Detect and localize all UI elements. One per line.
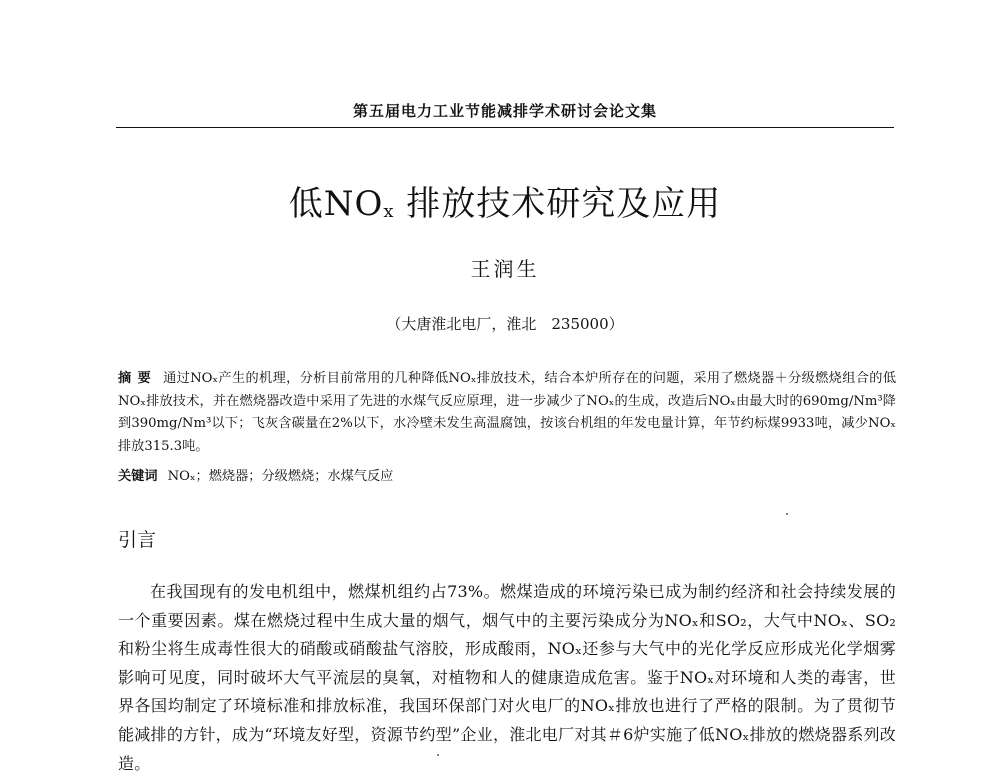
body-paragraph: 在我国现有的发电机组中，燃煤机组约占73%。燃煤造成的环境污染已成为制约经济和社会持续发展的一个重要因素。煤在燃烧过程中生成大量的烟气，烟气中的主要污染成分为NOₓ和SO₂，大气中NOₓ、SO₂和粉尘将生成毒性很大的硝酸或硝酸盐气溶胶，形成酸雨，NOₓ还参与大气中的光化学反应形成光化学烟雾影响可见度，同时破坏大气平流层的臭氧，对植物和人的健康造成危害。鉴于NOₓ对环境和人类的毒害，世界各国均制定了环境标准和排放标准，我国环保部门对火电厂的NOₓ排放也进行了严格的限制。为了贯彻节能减排的方针，成为“环境友好型，资源节约型”企业，淮北电厂对其＃6炉实施了低NOₓ排放的燃烧器系列改造。 — [118, 582, 896, 773]
section-heading: 引言 — [118, 529, 157, 551]
abstract-label: 摘要 — [118, 371, 158, 386]
keywords-label: 关键词 — [118, 469, 158, 484]
title-suffix: 排放技术研究及应用 — [394, 184, 722, 224]
scan-speck — [437, 754, 439, 756]
running-header: 第五届电力工业节能减排学术研讨会论文集 — [352, 102, 657, 120]
keywords — [118, 466, 896, 488]
author: 王润生 — [470, 257, 540, 281]
abstract-text: 通过NOₓ产生的机理，分析目前常用的几种降低NOₓ排放技术，结合本炉所存在的问题，采用了燃烧器＋分级燃烧组合的低NOₓ排放技术，并在燃烧器改造中采用了先进的水煤气反应原理，进一步减少了NOₓ的生成，改造后NOₓ由最大时的690mg/Nm³降到390mg/Nm³以下；飞灰含碳量在2%以下，水冷壁未发生高温腐蚀，按该台机组的年发电量计算，年节约标煤9933吨，减少NOₓ排放315.3吨。 — [118, 371, 897, 454]
title-subscript: x — [383, 201, 395, 222]
paper-title — [116, 176, 894, 225]
title-prefix: 低NO — [288, 184, 384, 224]
affiliation: （大唐淮北电厂，淮北 235000） — [386, 315, 624, 333]
abstract — [118, 368, 896, 458]
scan-speck — [786, 513, 788, 515]
header-rule — [116, 127, 894, 128]
keywords-text: NOₓ；燃烧器；分级燃烧；水煤气反应 — [167, 469, 394, 484]
